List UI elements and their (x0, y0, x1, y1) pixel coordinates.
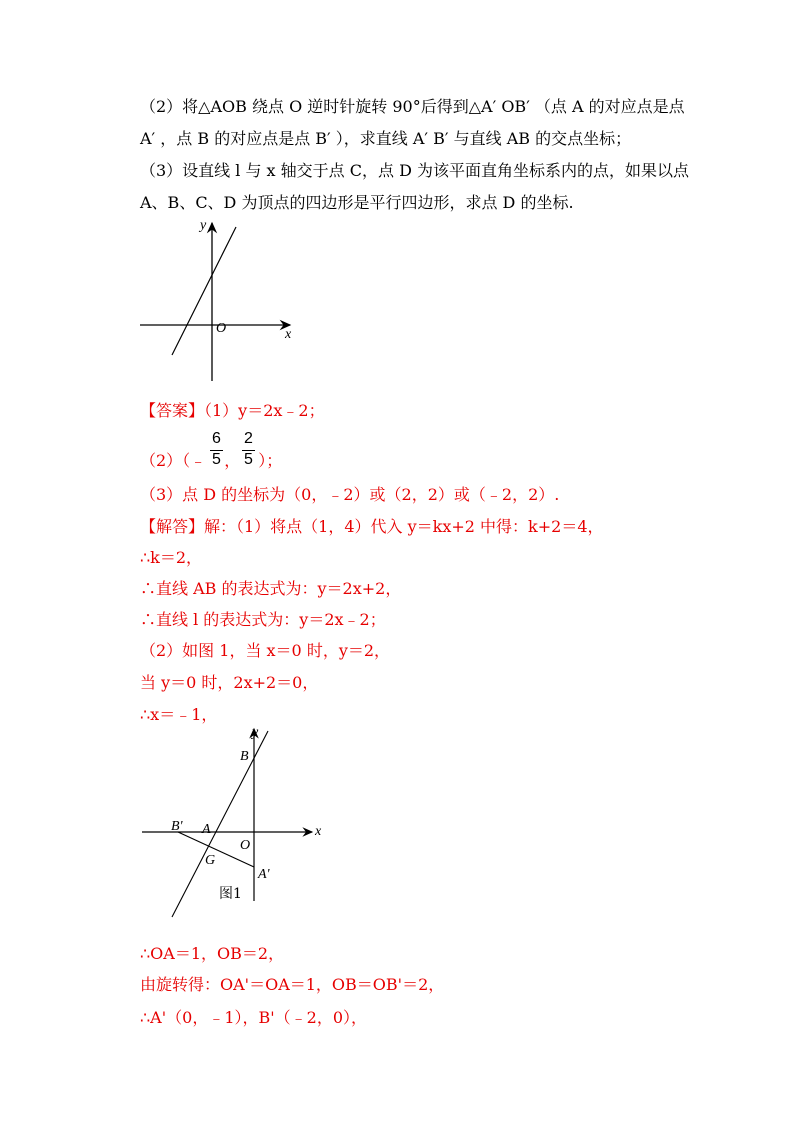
fraction-2-numerator: 2 (244, 430, 253, 447)
solution-9: 由旋转得：OA'＝OA＝1，OB＝OB'＝2， (140, 975, 445, 994)
answer-1: 【答案】（1）y＝2x﹣2； (140, 401, 325, 420)
fig1-g-label: G (205, 853, 216, 868)
fig1-a-label: A (202, 822, 211, 837)
solution-8: ∴OA＝1，OB＝2， (140, 944, 285, 963)
fig1-b-prime-label: B' (171, 819, 183, 834)
answer-2-suffix: ）； (258, 451, 283, 470)
fraction-2-denominator: 5 (244, 451, 253, 468)
fraction-1-numerator: 6 (212, 430, 221, 447)
line-ab (172, 227, 236, 355)
solution-6: 当 y＝0 时，2x+2＝0， (140, 673, 319, 692)
coordinate-figure (138, 215, 308, 385)
solution-4: ∴直线 l 的表达式为：y＝2x﹣2； (140, 610, 386, 629)
fig1-x-label: x (315, 824, 322, 839)
fraction-1-denominator: 5 (212, 451, 221, 468)
solution-3: ∴直线 AB 的表达式为：y＝2x+2， (140, 579, 402, 598)
answer-2-prefix: （2）（﹣ (140, 451, 207, 470)
question-3-line-2: A、B、C、D 为顶点的四边形是平行四边形，求点 D 的坐标. (140, 193, 574, 212)
top-y-label: y (200, 218, 207, 233)
fig1-caption: 图1 (219, 886, 242, 902)
fig1-a-prime-label: A' (258, 867, 270, 882)
solution-2: ∴k＝2， (140, 548, 203, 567)
solution-7: ∴x＝﹣1， (140, 705, 218, 724)
fig1-b-label: B (240, 749, 249, 764)
solution-10: ∴A'（0，﹣1），B'（﹣2，0）， (140, 1008, 368, 1027)
question-2-line-1: （2）将△AOB 绕点 O 逆时针旋转 90°后得到△A′ OB′ （点 A 的对应点是点 (140, 97, 685, 116)
answer-2-sep: ， (224, 451, 241, 470)
question-3-line-1: （3）设直线 l 与 x 轴交于点 C，点 D 为该平面直角坐标系内的点，如果以点 (140, 161, 689, 180)
question-2-line-2: A′ ，点 B 的对应点是点 B′ ），求直线 A′ B′ 与直线 AB 的交点坐标； (140, 129, 632, 148)
solution-1: 【解答】解：（1）将点（1，4）代入 y＝kx+2 中得：k+2＝4， (140, 517, 604, 536)
top-x-label: x (285, 327, 292, 342)
solution-5: （2）如图 1，当 x＝0 时，y＝2， (140, 641, 391, 660)
fig1-o-label: O (240, 838, 251, 853)
top-origin-label: O (216, 321, 227, 336)
answer-3: （3）点 D 的坐标为（0，﹣2）或（2，2）或（﹣2，2）. (140, 485, 560, 504)
fig1-y-label: y (252, 725, 259, 740)
